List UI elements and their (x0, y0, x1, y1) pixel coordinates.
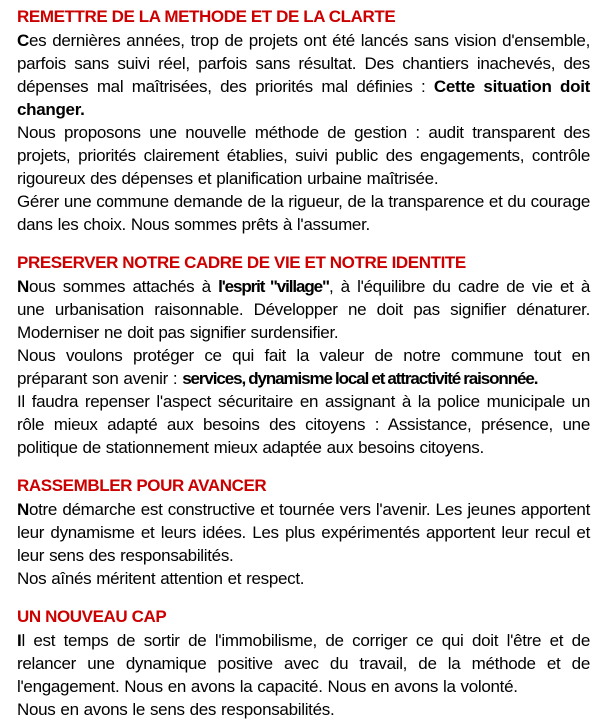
paragraph (17, 190, 590, 236)
section (17, 251, 590, 459)
text-run: Nous proposons une nouvelle méthode de gestion : audit transparent des projets, priorités clairement établies, suivi public des engagements, contrôle rigoureux des dépenses et planification urbaine maîtrisée. (17, 123, 590, 188)
section (17, 5, 590, 236)
text-run: ous sommes attachés à (28, 277, 219, 296)
text-run: Il faudra repenser l'aspect sécuritaire en assignant à la police municipale un rôle mieux adapté aux besoins des citoyens : Assistance, présence, une politique de stationnement mieux adaptée aux besoins citoyens. (17, 392, 590, 457)
section-heading: PRESERVER NOTRE CADRE DE VIE ET NOTRE IDENTITE (17, 253, 466, 272)
sections-container (17, 5, 590, 721)
text-run: C (17, 31, 29, 50)
text-run: N (17, 277, 29, 296)
text-run: Nous en avons le sens des responsabilités. (17, 700, 335, 719)
text-run: Nos aînés méritent attention et respect. (17, 569, 305, 588)
text-run: , à l'équilibre du cadre de vie et à une urbanisation raisonnable. Développer ne doit pas signifier dénaturer. Moderniser ne doit pas signifier surdensifier. (17, 277, 590, 342)
text-run: Cette situation doit changer. (17, 77, 590, 119)
paragraph (17, 390, 590, 459)
section-heading: UN NOUVEAU CAP (17, 607, 167, 626)
section (17, 605, 590, 721)
text-run: services, dynamisme local et attractivité raisonnée. (182, 369, 538, 388)
text-run: l'esprit "village" (218, 277, 329, 296)
paragraph (17, 29, 590, 121)
text-run: l est temps de sortir de l'immobilisme, de corriger ce qui doit l'être et de relancer une dynamique positive avec du travail, de la méthode et de l'engagement. Nous en avons la capacité. Nous en avons la volonté. (17, 631, 590, 696)
section-heading: RASSEMBLER POUR AVANCER (17, 476, 267, 495)
section (17, 474, 590, 590)
text-run: es dernières années, trop de projets ont été lancés sans vision d'ensemble, parfois sans suivi réel, parfois sans résultat. Des chantiers inachevés, des dépenses mal maîtrisées, des priorités mal définies : (17, 31, 590, 96)
paragraph (17, 498, 590, 567)
paragraph (17, 698, 590, 721)
text-run: Gérer une commune demande de la rigueur, de la transparence et du courage dans les choix. Nous sommes prêts à l'assumer. (17, 192, 590, 234)
text-run: I (17, 631, 22, 650)
paragraph (17, 567, 590, 590)
paragraph (17, 629, 590, 698)
paragraph (17, 344, 590, 390)
paragraph (17, 121, 590, 190)
paragraph (17, 275, 590, 344)
text-run: Nous voulons protéger ce qui fait la valeur de notre commune tout en préparant son avenir : (17, 346, 590, 388)
text-run: otre démarche est constructive et tournée vers l'avenir. Les jeunes apportent leur dynamisme et leurs idées. Les plus expérimentés apportent leur recul et leur sens des responsabilités. (17, 500, 590, 565)
text-run: N (17, 500, 29, 519)
section-heading: REMETTRE DE LA METHODE ET DE LA CLARTE (17, 7, 396, 26)
